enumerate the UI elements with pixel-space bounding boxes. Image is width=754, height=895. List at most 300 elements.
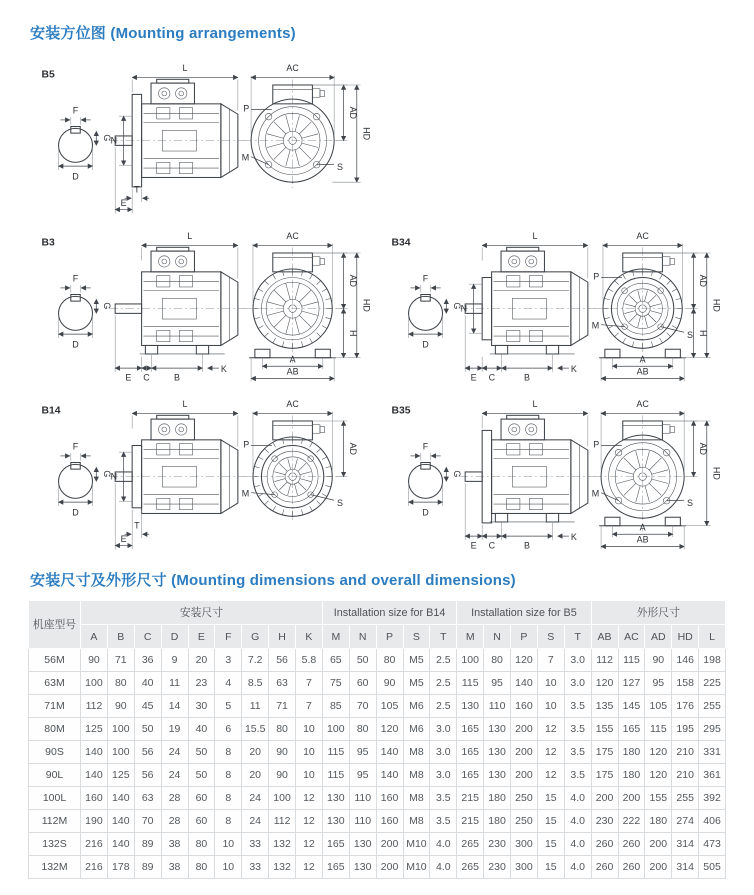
value-cell: 3.0 (430, 718, 457, 741)
value-cell: 56 (269, 649, 296, 672)
value-cell: 10 (296, 718, 323, 741)
column-header: AD (645, 625, 672, 649)
table-row (29, 649, 726, 672)
value-cell: 4.0 (564, 787, 591, 810)
value-cell: 24 (161, 764, 188, 787)
dim-label: A (640, 522, 646, 532)
value-cell: 135 (591, 695, 618, 718)
dim-label: D (72, 339, 79, 349)
column-header: AB (591, 625, 618, 649)
column-header: T (564, 625, 591, 649)
value-cell: 38 (161, 856, 188, 879)
value-cell: 155 (591, 718, 618, 741)
dim-label: A (640, 354, 646, 364)
value-cell: 130 (457, 695, 484, 718)
dim-label: AD (698, 443, 708, 456)
value-cell: 200 (511, 741, 538, 764)
dim-label: HD (361, 127, 371, 140)
value-cell: 80 (484, 649, 511, 672)
mounting-diagram-B5 (28, 51, 376, 219)
value-cell: 8 (215, 764, 242, 787)
value-cell: 80 (349, 718, 376, 741)
value-cell: 20 (188, 649, 215, 672)
value-cell: M8 (403, 810, 430, 833)
value-cell: 260 (591, 833, 618, 856)
dim-label: AC (286, 399, 299, 409)
shaft-section (59, 273, 112, 349)
column-header: S (403, 625, 430, 649)
value-cell: 176 (672, 695, 699, 718)
column-header: H (269, 625, 296, 649)
value-cell: 120 (645, 741, 672, 764)
diagram-set-b34 (378, 219, 726, 387)
dim-label: K (571, 364, 577, 374)
model-cell: 100L (29, 787, 81, 810)
value-cell: 50 (134, 718, 161, 741)
value-cell: 50 (349, 649, 376, 672)
value-cell: 12 (537, 764, 564, 787)
value-cell: 90 (269, 741, 296, 764)
motor-side-view (110, 63, 246, 214)
value-cell: 15 (537, 810, 564, 833)
value-cell: 250 (511, 787, 538, 810)
value-cell: 200 (591, 787, 618, 810)
model-column-header: 机座型号 (29, 601, 81, 649)
value-cell: 130 (349, 856, 376, 879)
mounting-diagram-B3 (28, 219, 376, 387)
value-cell: 2.5 (430, 672, 457, 695)
value-cell: 95 (645, 672, 672, 695)
value-cell: 130 (322, 810, 349, 833)
dim-label: M (242, 152, 249, 162)
dim-label: K (571, 532, 577, 542)
value-cell: 300 (511, 856, 538, 879)
value-cell: 56 (134, 764, 161, 787)
value-cell: 230 (484, 833, 511, 856)
dim-label: AD (348, 275, 358, 288)
diagram-row-2 (28, 219, 726, 387)
value-cell: 120 (376, 718, 403, 741)
value-cell: 4.0 (430, 833, 457, 856)
value-cell: 4.0 (564, 833, 591, 856)
value-cell: 115 (322, 764, 349, 787)
column-header: D (161, 625, 188, 649)
dim-label: E (471, 540, 477, 550)
motor-side-view (110, 399, 246, 550)
value-cell: 50 (188, 764, 215, 787)
value-cell: 180 (645, 810, 672, 833)
value-cell: 100 (107, 741, 134, 764)
value-cell: 7.2 (242, 649, 269, 672)
dim-label: G (102, 302, 112, 309)
value-cell: 140 (107, 833, 134, 856)
value-cell: 3.5 (564, 741, 591, 764)
dim-label: AD (698, 275, 708, 288)
value-cell: 45 (134, 695, 161, 718)
value-cell: 4.0 (430, 856, 457, 879)
value-cell: 7 (296, 672, 323, 695)
value-cell: 140 (107, 810, 134, 833)
value-cell: 70 (134, 810, 161, 833)
value-cell: 230 (484, 856, 511, 879)
value-cell: 130 (484, 718, 511, 741)
mounting-diagram-B14 (28, 387, 376, 555)
value-cell: 100 (107, 718, 134, 741)
value-cell: 3.0 (564, 672, 591, 695)
table-row (29, 672, 726, 695)
value-cell: 12 (296, 856, 323, 879)
value-cell: 127 (618, 672, 645, 695)
value-cell: 125 (81, 718, 108, 741)
value-cell: 6 (215, 718, 242, 741)
value-cell: 160 (81, 787, 108, 810)
dim-label: N (461, 303, 467, 313)
value-cell: 215 (457, 787, 484, 810)
dim-label: AB (287, 367, 299, 377)
column-header: B (107, 625, 134, 649)
model-cell: 63M (29, 672, 81, 695)
dim-label: S (687, 498, 693, 508)
value-cell: 180 (618, 764, 645, 787)
value-cell: 3.5 (564, 695, 591, 718)
column-header: P (376, 625, 403, 649)
value-cell: 100 (81, 672, 108, 695)
value-cell: 180 (484, 787, 511, 810)
shaft-section (409, 441, 462, 517)
value-cell: 216 (81, 856, 108, 879)
dim-label: S (337, 498, 343, 508)
value-cell: 392 (699, 787, 726, 810)
motor-front-view (242, 399, 358, 522)
dim-label: D (422, 507, 429, 517)
mounting-diagram-B34 (378, 219, 726, 387)
dim-label: E (125, 372, 131, 382)
value-cell: 90 (81, 649, 108, 672)
value-cell: 65 (322, 649, 349, 672)
motor-side-view (460, 231, 596, 383)
dimension-table (28, 600, 726, 879)
group-header: 外形尺寸 (591, 601, 725, 625)
column-header: M (457, 625, 484, 649)
dim-label: F (73, 273, 79, 283)
value-cell: M5 (403, 672, 430, 695)
value-cell: 10 (296, 764, 323, 787)
value-cell: 260 (618, 856, 645, 879)
table-row (29, 787, 726, 810)
value-cell: 10 (537, 695, 564, 718)
value-cell: 160 (376, 787, 403, 810)
dim-label: AB (637, 367, 649, 377)
dim-label: G (102, 134, 112, 141)
motor-front-view (592, 231, 722, 382)
value-cell: 100 (322, 718, 349, 741)
table-row (29, 718, 726, 741)
dim-label: H (698, 330, 708, 336)
model-cell: 132S (29, 833, 81, 856)
value-cell: 260 (618, 833, 645, 856)
value-cell: M10 (403, 833, 430, 856)
group-header: 安装尺寸 (81, 601, 323, 625)
dimension-table-head (29, 601, 726, 649)
value-cell: 15 (537, 787, 564, 810)
value-cell: 178 (107, 856, 134, 879)
value-cell: 8 (215, 787, 242, 810)
mounting-diagram-B35 (378, 387, 726, 555)
value-cell: 10 (215, 856, 242, 879)
diagram-label: B35 (392, 405, 411, 416)
dim-label: T (134, 185, 140, 195)
value-cell: 8 (215, 810, 242, 833)
value-cell: 158 (672, 672, 699, 695)
value-cell: 190 (81, 810, 108, 833)
value-cell: 80 (269, 718, 296, 741)
value-cell: 300 (511, 833, 538, 856)
table-row (29, 833, 726, 856)
value-cell: 140 (376, 741, 403, 764)
value-cell: 63 (269, 672, 296, 695)
dim-label: M (592, 488, 599, 498)
dimension-table-body (29, 649, 726, 879)
value-cell: 40 (134, 672, 161, 695)
table-row (29, 764, 726, 787)
value-cell: 130 (484, 741, 511, 764)
value-cell: 165 (618, 718, 645, 741)
column-header: A (81, 625, 108, 649)
value-cell: 2.5 (430, 695, 457, 718)
column-header: P (511, 625, 538, 649)
value-cell: 24 (161, 741, 188, 764)
value-cell: 30 (188, 695, 215, 718)
value-cell: 140 (376, 764, 403, 787)
mounting-dimensions-title: 安装尺寸及外形尺寸 (Mounting dimensions and overall dimensions) (30, 569, 726, 590)
dim-label: A (290, 354, 296, 364)
dim-label: F (423, 273, 429, 283)
dim-label: AB (637, 535, 649, 545)
value-cell: 50 (188, 741, 215, 764)
value-cell: 225 (699, 672, 726, 695)
value-cell: 175 (591, 764, 618, 787)
value-cell: 95 (484, 672, 511, 695)
value-cell: 24 (242, 810, 269, 833)
value-cell: 200 (645, 856, 672, 879)
dim-label: AC (636, 399, 649, 409)
diagram-set-b35 (378, 387, 726, 555)
value-cell: 12 (537, 741, 564, 764)
value-cell: 145 (618, 695, 645, 718)
value-cell: 85 (322, 695, 349, 718)
model-cell: 112M (29, 810, 81, 833)
column-header: G (242, 625, 269, 649)
value-cell: 198 (699, 649, 726, 672)
value-cell: 4.0 (564, 810, 591, 833)
value-cell: 180 (618, 741, 645, 764)
value-cell: 12 (296, 787, 323, 810)
value-cell: 112 (81, 695, 108, 718)
value-cell: 90 (376, 672, 403, 695)
value-cell: 130 (322, 787, 349, 810)
value-cell: 3.0 (430, 764, 457, 787)
value-cell: 12 (537, 718, 564, 741)
value-cell: 406 (699, 810, 726, 833)
value-cell: 20 (242, 741, 269, 764)
group-header: Installation size for B14 (322, 601, 456, 625)
value-cell: 274 (672, 810, 699, 833)
value-cell: 70 (349, 695, 376, 718)
dim-label: G (102, 470, 112, 477)
value-cell: 200 (511, 718, 538, 741)
dim-label: L (183, 399, 188, 409)
dim-label: L (533, 231, 538, 241)
dim-label: AC (286, 63, 299, 73)
value-cell: 71 (107, 649, 134, 672)
value-cell: 80 (188, 833, 215, 856)
value-cell: 112 (591, 649, 618, 672)
value-cell: 3.5 (564, 718, 591, 741)
value-cell: 4.0 (564, 856, 591, 879)
diagram-set-b5 (28, 51, 376, 219)
value-cell: 210 (672, 741, 699, 764)
value-cell: 112 (269, 810, 296, 833)
value-cell: 120 (511, 649, 538, 672)
value-cell: M5 (403, 649, 430, 672)
model-cell: 80M (29, 718, 81, 741)
column-header: C (134, 625, 161, 649)
value-cell: 28 (161, 810, 188, 833)
mounting-diagrams (28, 51, 726, 555)
value-cell: 255 (672, 787, 699, 810)
value-cell: 130 (349, 833, 376, 856)
model-cell: 71M (29, 695, 81, 718)
value-cell: 63 (134, 787, 161, 810)
value-cell: 331 (699, 741, 726, 764)
header-group-row (29, 601, 726, 625)
column-header: N (349, 625, 376, 649)
value-cell: 250 (511, 810, 538, 833)
motor-front-view (244, 231, 372, 382)
value-cell: 10 (537, 672, 564, 695)
value-cell: 36 (134, 649, 161, 672)
value-cell: 56 (134, 741, 161, 764)
group-header: Installation size for B5 (457, 601, 591, 625)
value-cell: 90 (645, 649, 672, 672)
value-cell: 60 (349, 672, 376, 695)
value-cell: 265 (457, 833, 484, 856)
value-cell: 200 (511, 764, 538, 787)
dim-label: S (687, 330, 693, 340)
value-cell: 40 (188, 718, 215, 741)
value-cell: 33 (242, 856, 269, 879)
dim-label: M (592, 320, 599, 330)
diagram-label: B14 (42, 405, 61, 416)
value-cell: 3.5 (430, 787, 457, 810)
value-cell: 255 (699, 695, 726, 718)
dim-label: P (243, 439, 249, 449)
dim-label: HD (711, 467, 721, 480)
value-cell: 3.0 (564, 649, 591, 672)
value-cell: 9 (161, 649, 188, 672)
value-cell: 38 (161, 833, 188, 856)
value-cell: 33 (242, 833, 269, 856)
value-cell: 95 (349, 741, 376, 764)
value-cell: 165 (322, 833, 349, 856)
dim-label: N (111, 135, 117, 145)
value-cell: 95 (349, 764, 376, 787)
value-cell: M8 (403, 764, 430, 787)
value-cell: 165 (457, 741, 484, 764)
value-cell: 28 (161, 787, 188, 810)
value-cell: 505 (699, 856, 726, 879)
dim-label: E (121, 198, 127, 208)
value-cell: 90 (269, 764, 296, 787)
value-cell: M6 (403, 695, 430, 718)
value-cell: 473 (699, 833, 726, 856)
value-cell: 115 (457, 672, 484, 695)
value-cell: 132 (269, 856, 296, 879)
value-cell: 11 (242, 695, 269, 718)
value-cell: 314 (672, 856, 699, 879)
value-cell: 15.5 (242, 718, 269, 741)
mounting-arrangements-title: 安装方位图 (Mounting arrangements) (30, 22, 726, 43)
shaft-section (59, 441, 112, 517)
model-cell: 90S (29, 741, 81, 764)
value-cell: 165 (457, 764, 484, 787)
table-row (29, 810, 726, 833)
dim-label: D (72, 171, 79, 181)
value-cell: 120 (645, 764, 672, 787)
value-cell: 5.8 (296, 649, 323, 672)
value-cell: 11 (161, 672, 188, 695)
dim-label: P (593, 439, 599, 449)
value-cell: M6 (403, 718, 430, 741)
value-cell: 200 (376, 833, 403, 856)
value-cell: 23 (188, 672, 215, 695)
dim-label: L (187, 231, 192, 241)
value-cell: 314 (672, 833, 699, 856)
value-cell: 24 (242, 787, 269, 810)
shaft-section (409, 273, 462, 349)
value-cell: 140 (511, 672, 538, 695)
column-header: T (430, 625, 457, 649)
diagram-row-3 (28, 387, 726, 555)
motor-side-view (460, 399, 596, 551)
value-cell: M10 (403, 856, 430, 879)
value-cell: 132 (269, 833, 296, 856)
model-cell: 90L (29, 764, 81, 787)
value-cell: M8 (403, 787, 430, 810)
value-cell: 10 (296, 741, 323, 764)
value-cell: 175 (591, 741, 618, 764)
column-header: K (296, 625, 323, 649)
diagram-label: B5 (42, 69, 55, 80)
motor-front-view (592, 399, 722, 550)
value-cell: 7 (296, 695, 323, 718)
value-cell: 60 (188, 787, 215, 810)
value-cell: 295 (699, 718, 726, 741)
value-cell: 80 (107, 672, 134, 695)
dim-label: C (143, 372, 150, 382)
value-cell: 20 (242, 764, 269, 787)
value-cell: 100 (269, 787, 296, 810)
value-cell: 3 (215, 649, 242, 672)
dim-label: P (593, 271, 599, 281)
value-cell: 222 (618, 810, 645, 833)
value-cell: 110 (349, 810, 376, 833)
dim-label: N (111, 471, 117, 481)
value-cell: 100 (457, 649, 484, 672)
value-cell: M8 (403, 741, 430, 764)
value-cell: 165 (457, 718, 484, 741)
column-header: S (537, 625, 564, 649)
